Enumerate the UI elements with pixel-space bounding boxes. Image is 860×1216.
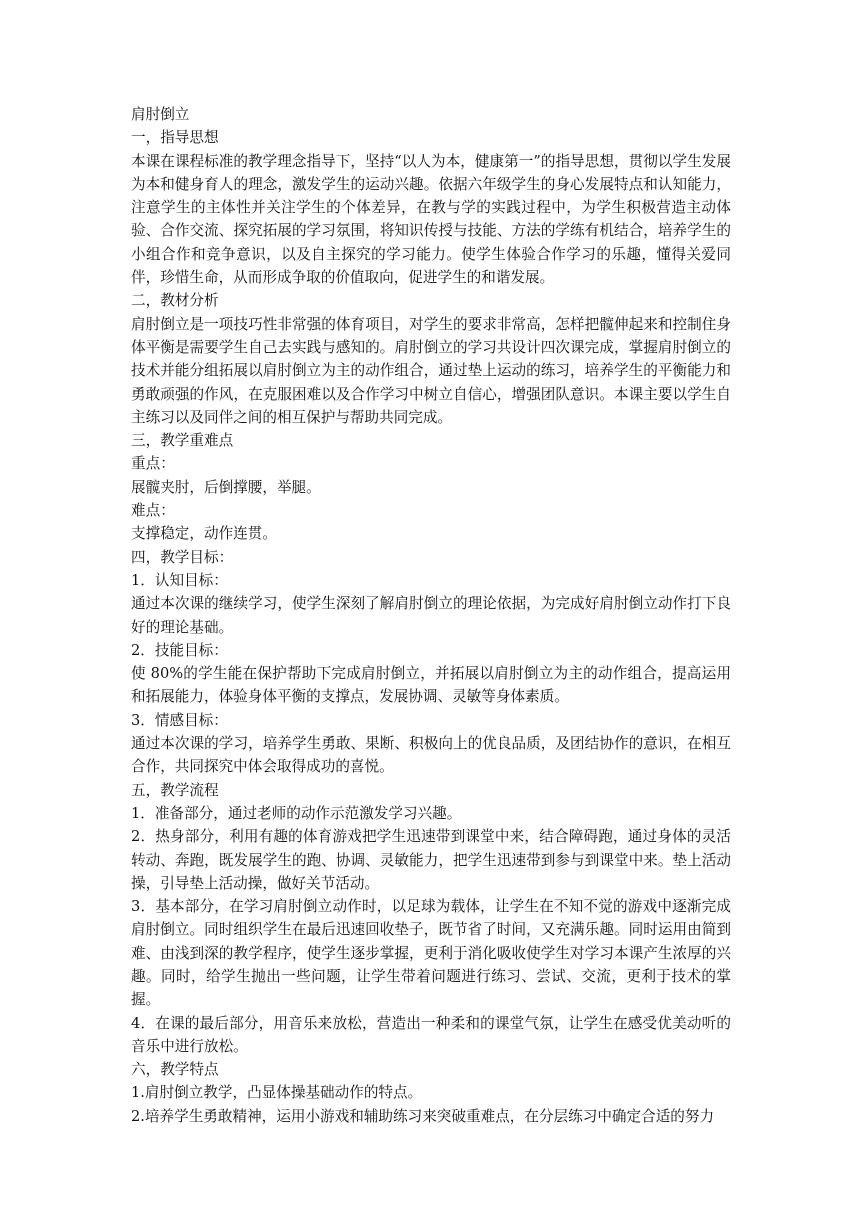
section-heading-guiding-thought: 一，指导思想 [131,129,219,147]
objective-emotion-text: 通过本次课的学习，培养学生勇敢、果断、积极向上的优良品质，及团结协作的意识，在相互合作，共同探究中体会取得成功的喜悦。 [131,735,731,776]
objective-skill-text: 使 80%的学生能在保护帮助下完成肩肘倒立，并拓展以肩肘倒立为主的动作组合，提高运用和拓展能力，体验身体平衡的支撑点，发展协调、灵敏等身体素质。 [131,665,731,706]
objective-cognitive-text: 通过本次课的继续学习，使学生深刻了解肩肘倒立的理论依据，为完成好肩肘倒立动作打下良好的理论基础。 [131,595,731,636]
section-heading-objectives: 四，教学目标： [131,548,234,566]
process-item-1: 1．准备部分，通过老师的动作示范激发学习兴趣。 [131,804,462,822]
document-page [131,103,731,1128]
section-heading-key-points: 三，教学重难点 [131,432,234,450]
process-item-3: 3．基本部分，在学习肩肘倒立动作时，以足球为载体，让学生在不知不觉的游戏中逐渐完成肩肘倒立。同时组织学生在最后迅速回收垫子，既节省了时间，又充满乐趣。同时运用由简到难、由浅到深的教学程序，使学生逐步掌握，更利于消化吸收使学生对学习本课产生浓厚的兴趣。同时，给学生抛出一些问题，让学生带着问题进行练习、尝试、交流，更利于技术的掌握。 [131,898,731,1009]
section-heading-material-analysis: 二，教材分析 [131,292,219,310]
feature-item-2: 2.培养学生勇敢精神，运用小游戏和辅助练习来突破重难点，在分层练习中确定合适的努力 [131,1107,715,1125]
paragraph-material-analysis: 肩肘倒立是一项技巧性非常强的体育项目，对学生的要求非常高，怎样把髋伸起来和控制住身体平衡是需要学生自己去实践与感知的。肩肘倒立的学习共设计四次课完成，掌握肩肘倒立的技术并能分组拓展以肩肘倒立为主的动作组合，通过垫上运动的练习，培养学生的平衡能力和勇敢顽强的作风，在克服困难以及合作学习中树立自信心，增强团队意识。本课主要以学生自主练习以及同伴之间的相互保护与帮助共同完成。 [131,315,731,426]
key-point-text: 展髋夹肘，后倒撑腰，举腿。 [131,478,321,496]
difficulty-label: 难点： [131,502,175,520]
objective-cognitive-label: 1．认知目标： [131,571,228,589]
section-heading-process: 五，教学流程 [131,781,219,799]
feature-item-1: 1.肩肘倒立教学，凸显体操基础动作的特点。 [131,1084,423,1102]
process-item-2: 2．热身部分，利用有趣的体育游戏把学生迅速带到课堂中来，结合障碍跑，通过身体的灵活转动、奔跑，既发展学生的跑、协调、灵敏能力，把学生迅速带到参与到课堂中来。垫上活动操，引导垫上活动操，做好关节活动。 [131,828,731,892]
objective-skill-label: 2．技能目标： [131,641,228,659]
objective-emotion-label: 3．情感目标： [131,711,228,729]
paragraph-guiding-thought: 本课在课程标准的教学理念指导下，坚持“以人为本，健康第一”的指导思想，贯彻以学生发展为本和健身育人的理念，激发学生的运动兴趣。依据六年级学生的身心发展特点和认知能力，注意学生的主体性并关注学生的个体差异，在教与学的实践过程中，为学生积极营造主动体验、合作交流、探究拓展的学习氛围，将知识传授与技能、方法的学练有机结合，培养学生的小组合作和竞争意识，以及自主探究的学习能力。使学生体验合作学习的乐趣，懂得关爱同伴，珍惜生命，从而形成争取的价值取向，促进学生的和谐发展。 [131,152,731,287]
difficulty-text: 支撑稳定，动作连贯。 [131,525,277,543]
document-title: 肩肘倒立 [131,106,190,123]
key-point-label: 重点： [131,455,175,473]
section-heading-features: 六，教学特点 [131,1061,219,1079]
process-item-4: 4．在课的最后部分，用音乐来放松，营造出一种柔和的课堂气氛，让学生在感受优美动听的音乐中进行放松。 [131,1014,731,1055]
